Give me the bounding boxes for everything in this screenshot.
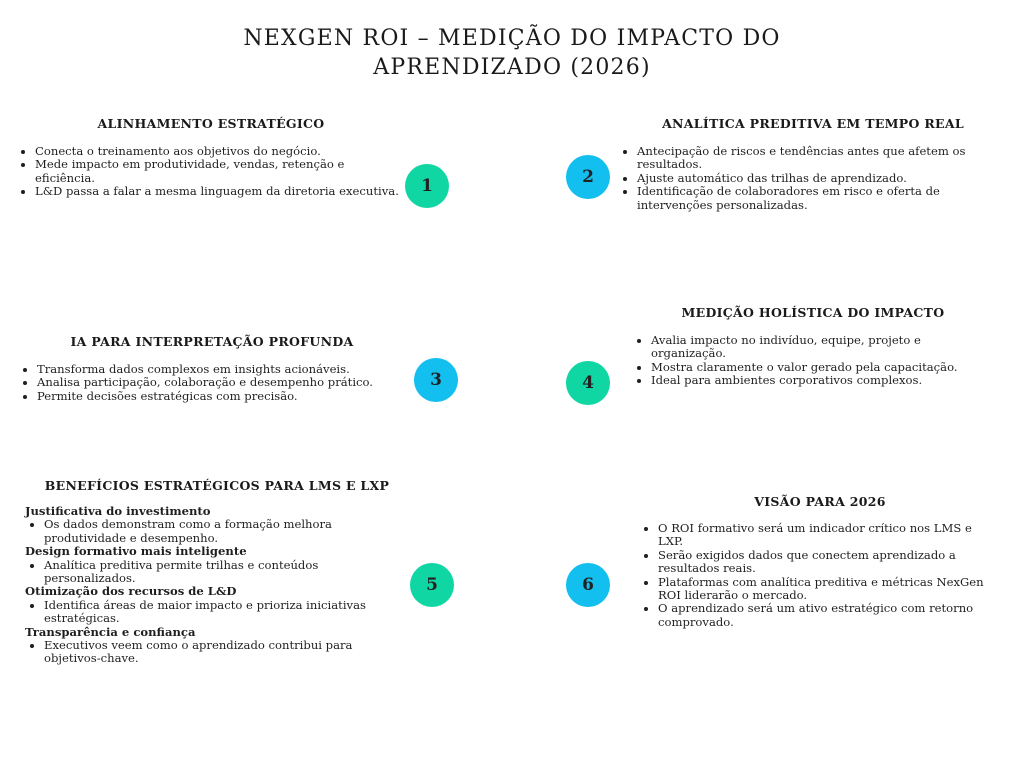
list-item: • Analisa participação, colaboração e desempenho prático. [37,376,400,389]
bullet-list [624,145,1002,212]
section-heading: VISÃO PARA 2026 [754,494,886,509]
section-visao-2026 [645,494,995,629]
list-item: • Plataformas com analítica preditiva e métricas NexGen ROI liderarão o mercado. [658,576,995,603]
list-item: • Mostra claramente o valor gerado pela capacitação. [651,361,988,374]
list-item: • Serão exigidos dados que conectem aprendizado a resultados reais. [658,549,995,576]
section-medicao-holistica [638,305,988,388]
bullet-list [25,559,409,586]
section-heading: IA PARA INTERPRETAÇÃO PROFUNDA [70,334,354,349]
list-item: • O aprendizado será um ativo estratégico com retorno comprovado. [658,602,995,629]
benefit-group [25,585,409,625]
list-item: • Os dados demonstram como a formação melhora produtividade e desempenho. [44,518,409,545]
list-item: • Conecta o treinamento aos objetivos do negócio. [35,145,400,158]
page-title-line1: NEXGEN ROI – MEDIÇÃO DO IMPACTO DO [243,26,781,51]
section-heading: MEDIÇÃO HOLÍSTICA DO IMPACTO [681,305,945,320]
step-number-5-badge: 5 [410,563,454,607]
list-item: • Analítica preditiva permite trilhas e conteúdos personalizados. [44,559,409,586]
list-item: • Ajuste automático das trilhas de aprendizado. [637,172,1002,185]
section-heading: ANALÍTICA PREDITIVA EM TEMPO REAL [662,116,964,131]
benefit-group [25,505,409,545]
section-alinhamento-estrategico [22,116,400,199]
list-item: • Permite decisões estratégicas com precisão. [37,390,400,403]
section-ia-interpretacao [24,334,400,403]
benefit-title: Design formativo mais inteligente [25,544,247,559]
list-item: • Identificação de colaboradores em risco e oferta de intervenções personalizadas. [637,185,1002,212]
list-item: • Avalia impacto no indivíduo, equipe, projeto e organização. [651,334,988,361]
page-title [0,24,1024,82]
section-heading: ALINHAMENTO ESTRATÉGICO [97,116,325,131]
list-item: • O ROI formativo será um indicador crítico nos LMS e LXP. [658,522,995,549]
bullet-list [22,145,400,199]
bullet-list [638,334,988,388]
benefit-group [25,626,409,666]
benefit-title: Otimização dos recursos de L&D [25,584,237,599]
step-number-3-badge: 3 [414,358,458,402]
bullet-list [24,363,400,403]
section-beneficios-estrategicos [25,478,409,666]
benefit-title: Transparência e confiança [25,624,196,639]
list-item: • Antecipação de riscos e tendências antes que afetem os resultados. [637,145,1002,172]
step-number-6-badge: 6 [566,563,610,607]
list-item: • Executivos veem como o aprendizado contribui para objetivos-chave. [44,639,409,666]
section-analitica-preditiva [624,116,1002,212]
section-heading: BENEFÍCIOS ESTRATÉGICOS PARA LMS E LXP [44,478,390,493]
list-item: • Identifica áreas de maior impacto e prioriza iniciativas estratégicas. [44,599,409,626]
benefit-title: Justificativa do investimento [25,504,211,518]
step-number-2-badge: 2 [566,155,610,199]
bullet-list [25,599,409,626]
list-item: • Mede impacto em produtividade, vendas, retenção e eficiência. [35,158,400,185]
bullet-list [645,522,995,629]
benefit-group [25,545,409,585]
list-item: • Transforma dados complexos em insights acionáveis. [37,363,400,376]
bullet-list [25,518,409,545]
list-item: • L&D passa a falar a mesma linguagem da diretoria executiva. [35,185,400,198]
bullet-list [25,639,409,666]
step-number-4-badge: 4 [566,361,610,405]
list-item: • Ideal para ambientes corporativos complexos. [651,374,988,387]
page-title-line2: APRENDIZADO (2026) [373,55,651,80]
step-number-1-badge: 1 [405,164,449,208]
